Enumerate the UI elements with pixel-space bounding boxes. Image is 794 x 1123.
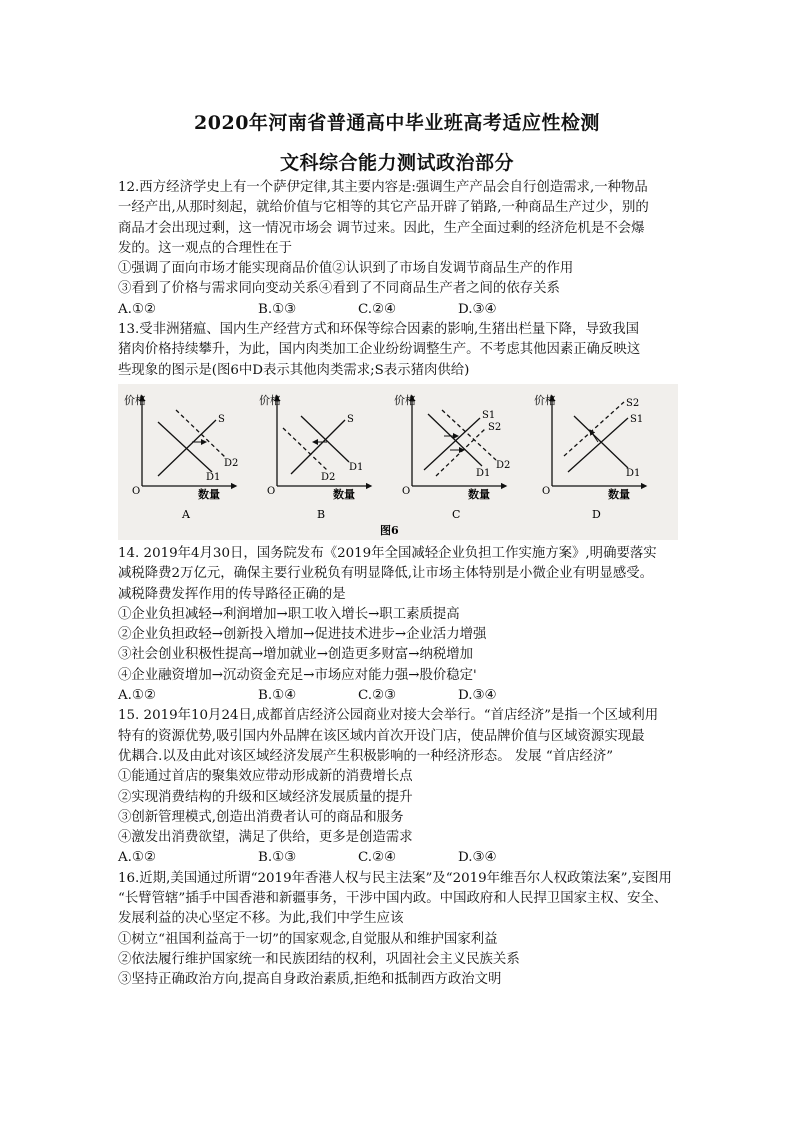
question-content bbox=[118, 178, 678, 991]
option-d: D.③④ bbox=[458, 850, 497, 866]
origin-label: O bbox=[542, 485, 551, 497]
q14-item: ②企业负担政轻→创新投入增加→促进技术进步→企业活力增强 bbox=[118, 627, 487, 643]
question-15 bbox=[118, 706, 678, 868]
origin-label: O bbox=[267, 485, 276, 497]
origin-label: O bbox=[402, 485, 411, 497]
curve-label: D2 bbox=[496, 459, 511, 471]
y-axis-label: 价格 bbox=[394, 393, 416, 407]
q14-stem-line: 14. 2019年4月30日，国务院发布《2019年全国减轻企业负担工作实施方案》,明确要落实 bbox=[118, 545, 657, 561]
curve-label: S2 bbox=[626, 397, 640, 409]
q15-stem-line: 特有的资源优势,吸引国内外品牌在该区域内首次开设门店，使品牌价值与区域资源实现最 bbox=[118, 728, 645, 744]
q15-options bbox=[118, 848, 678, 868]
option-a: A.①② bbox=[118, 850, 156, 866]
curve-label: D2 bbox=[321, 471, 336, 483]
curve-label: D1 bbox=[626, 467, 641, 479]
y-axis-label: 价格 bbox=[124, 393, 146, 407]
curve-label: S2 bbox=[488, 421, 502, 433]
curve-label: D2 bbox=[224, 457, 239, 469]
option-d: D.③④ bbox=[458, 301, 497, 317]
curve-label: D1 bbox=[206, 471, 221, 483]
exam-title: 2020年河南省普通高中毕业班高考适应性检测 bbox=[194, 112, 600, 134]
option-b: B.①④ bbox=[258, 688, 297, 704]
option-c: C.②③ bbox=[358, 688, 397, 704]
option-b: B.①③ bbox=[258, 301, 297, 317]
curve-label: S1 bbox=[482, 409, 496, 421]
panel-letter: A bbox=[182, 507, 190, 521]
option-d: D.③④ bbox=[458, 688, 497, 704]
curve-label: S bbox=[347, 413, 354, 425]
q12-stem-line: 一经产出,从那时刻起，就给价值与它相等的其它产品开辟了销路,一种商品生产过少，别的 bbox=[118, 200, 649, 216]
q15-item: ②实现消费结构的升级和区域经济发展质量的提升 bbox=[118, 789, 413, 805]
q14-options bbox=[118, 686, 678, 706]
q14-item: ③社会创业积极性提高→增加就业→创造更多财富→纳税增加 bbox=[118, 647, 474, 663]
x-axis-label: 数量 bbox=[198, 487, 220, 501]
q16-stem-line: 发展利益的决心坚定不移。为此,我们中学生应该 bbox=[118, 911, 404, 927]
x-axis-label: 数量 bbox=[333, 487, 355, 501]
y-axis-label: 价格 bbox=[534, 393, 556, 407]
q13-stem-line: 猪肉价格持续攀升，为此，国内肉类加工企业纷纷调整生产。不考虑其他因素正确反映这 bbox=[118, 342, 641, 358]
q16-item: ③坚持正确政治方向,提高自身政治素质,拒绝和抵制西方政治文明 bbox=[118, 972, 502, 988]
q15-item: ①能通过首店的聚集效应带动形成新的消费增长点 bbox=[118, 769, 413, 785]
figure-caption: 图6 bbox=[380, 523, 399, 537]
q14-item: ④企业融资增加→沉动资金充足→市场应对能力强→股价稳定' bbox=[118, 667, 477, 683]
q12-item: ③看到了价格与需求同向变动关系④看到了不同商品生产者之间的依存关系 bbox=[118, 281, 560, 297]
q12-stem-line: 12.西方经济学史上有一个萨伊定律,其主要内容是:强调生产产品会自行创造需求,一种物品 bbox=[118, 180, 648, 195]
q12-stem-line: 商品才会出现过剩，这一情况市场会 调节过来。因此，生产全面过剩的经济危机是不会爆 bbox=[118, 220, 645, 236]
q15-item: ④激发出消费欲望，满足了供给，更多是创造需求 bbox=[118, 830, 413, 846]
q14-item: ①企业负担减轻→利润增加→职工收入增长→职工素质提高 bbox=[118, 606, 460, 622]
question-14 bbox=[118, 544, 678, 706]
exam-subtitle: 文科综合能力测试政治部分 bbox=[279, 152, 514, 174]
option-a: A.①② bbox=[118, 301, 156, 317]
x-axis-label: 数量 bbox=[608, 487, 630, 501]
q16-item: ②依法履行维护国家统一和民族团结的权利，巩固社会主义民族关系 bbox=[118, 951, 520, 967]
q15-stem-line: 优耦合.以及由此对该区域经济发展产生积极影响的一种经济形态。 发展 “首店经济” bbox=[118, 748, 614, 764]
curve-label: S bbox=[218, 413, 225, 425]
q15-item: ③创新管理模式,创造出消费者认可的商品和服务 bbox=[118, 809, 404, 825]
q16-stem-line: 16.近期,美国通过所谓“2019年香港人权与民主法案”及“2019年维吾尔人权政策法案”,妄图用 bbox=[118, 870, 672, 886]
q13-stem-line: 些现象的图示是(图6中D表示其他肉类需求;S表示猪肉供给) bbox=[118, 362, 470, 378]
question-13 bbox=[118, 320, 678, 544]
question-12 bbox=[118, 178, 678, 320]
question-16 bbox=[118, 869, 678, 991]
q14-stem-line: 减税降费发挥作用的传导路径正确的是 bbox=[118, 586, 346, 602]
curve-label: S1 bbox=[630, 413, 644, 425]
option-a: A.①② bbox=[118, 688, 156, 704]
y-axis-label: 价格 bbox=[259, 393, 281, 407]
panel-letter: C bbox=[452, 507, 461, 521]
curve-label: D1 bbox=[349, 461, 364, 473]
curve-label: D1 bbox=[476, 467, 491, 479]
q16-stem-line: “长臂管辖”插手中国香港和新疆事务，干涉中国内政。中国政府和人民捍卫国家主权、安全、 bbox=[118, 891, 668, 907]
figure-6-container bbox=[118, 384, 678, 544]
q12-item: ①强调了面向市场才能实现商品价值②认识到了市场自发调节商品生产的作用 bbox=[118, 261, 574, 277]
q12-stem-line: 发的。这一观点的合理性在于 bbox=[118, 240, 293, 256]
panel-letter: D bbox=[592, 507, 601, 521]
q16-item: ①树立“祖国利益高于一切”的国家观念,自觉服从和维护国家利益 bbox=[118, 931, 498, 947]
option-c: C.②④ bbox=[358, 850, 397, 866]
x-axis-label: 数量 bbox=[468, 487, 490, 501]
option-b: B.①③ bbox=[258, 850, 297, 866]
panel-letter: B bbox=[317, 507, 326, 521]
q14-stem-line: 减税降费2万亿元，确保主要行业税负有明显降低,让市场主体特别是小微企业有明显感受。 bbox=[118, 566, 654, 582]
q12-options bbox=[118, 300, 678, 320]
q13-stem-line: 13.受非洲猪瘟、国内生产经营方式和环保等综合因素的影响,生猪出栏量下降，导致我国 bbox=[118, 322, 640, 338]
origin-label: O bbox=[132, 485, 141, 497]
figure-6 bbox=[118, 384, 678, 540]
option-c: C.②④ bbox=[358, 301, 397, 317]
q15-stem-line: 15. 2019年10月24日,成都首店经济公园商业对接大会举行。“首店经济”是指一个区域利用 bbox=[118, 708, 659, 724]
